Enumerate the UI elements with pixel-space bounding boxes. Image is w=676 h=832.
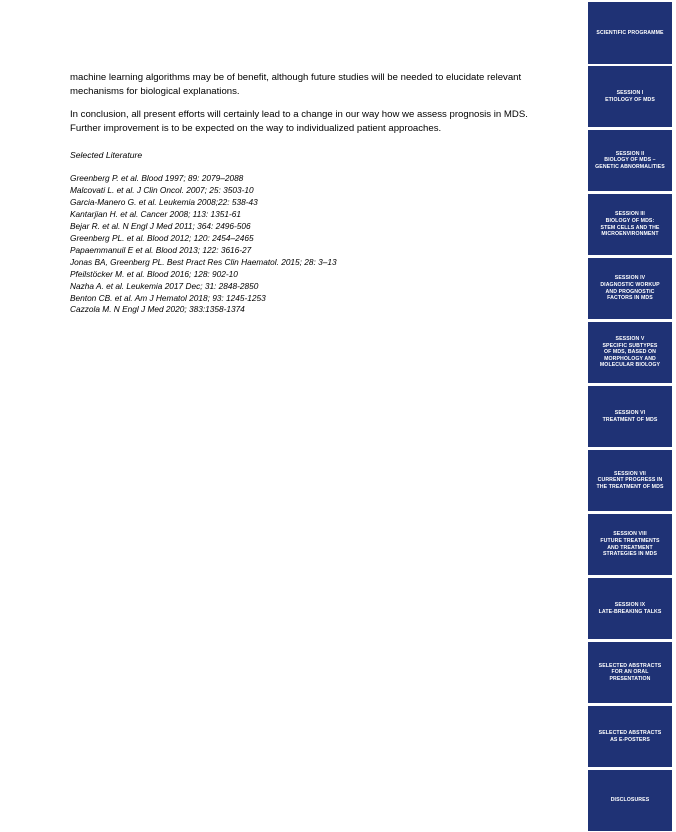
- tab-label: SESSION VIII FUTURE TREATMENTS AND TREATMENT STRATEGIES IN MDS: [600, 531, 660, 558]
- conclusion-paragraph: In conclusion, all present efforts will certainly lead to a change in our way how we assess prognosis in MDS. Further improvement is to be expected on the way to individualized patient approaches.: [70, 109, 528, 134]
- tab-session-1[interactable]: [588, 66, 672, 127]
- tab-disclosures[interactable]: [588, 770, 672, 831]
- tab-session-9[interactable]: [588, 578, 672, 639]
- literature-heading: Selected Literature: [70, 150, 143, 160]
- tab-label: SESSION IV DIAGNOSTIC WORKUP AND PROGNOSTIC FACTORS IN MDS: [600, 275, 660, 302]
- tab-session-7[interactable]: [588, 450, 672, 511]
- reference-item: Garcia-Manero G. et al. Leukemia 2008;22: 538-43: [70, 196, 258, 207]
- reference-item: Pfeilstöcker M. et al. Blood 2016; 128: 902-10: [70, 268, 238, 279]
- reference-list: [70, 173, 530, 316]
- tab-session-6[interactable]: [588, 386, 672, 447]
- tab-label: SCIENTIFIC PROGRAMME: [596, 29, 664, 36]
- tab-label: SESSION V SPECIFIC SUBTYPES OF MDS, BASED ON MORPHOLOGY AND MOLECULAR BIOLOGY: [599, 336, 661, 369]
- reference-item: Kantarjian H. et al. Cancer 2008; 113: 1351-61: [70, 208, 241, 219]
- tab-label: SELECTED ABSTRACTS AS E-POSTERS: [598, 729, 662, 743]
- tab-session-3[interactable]: [588, 194, 672, 255]
- section-sidebar: [588, 0, 672, 832]
- tab-session-5[interactable]: [588, 322, 672, 383]
- tab-label: SESSION IX LATE-BREAKING TALKS: [598, 601, 662, 615]
- body-paragraph: machine learning algorithms may be of benefit, although future studies will be needed to elucidate relevant mechanisms for biological explanations.: [70, 72, 522, 97]
- reference-item: Bejar R. et al. N Engl J Med 2011; 364: 2496-506: [70, 220, 251, 231]
- tab-session-2[interactable]: [588, 130, 672, 191]
- tab-label: SESSION II BIOLOGY OF MDS – GENETIC ABNORMALITIES: [595, 150, 665, 170]
- tab-oral-abstracts[interactable]: [588, 642, 672, 703]
- reference-item: Papaemmanuil E et al. Blood 2013; 122: 3616-27: [70, 244, 252, 255]
- reference-item: Benton CB. et al. Am J Hematol 2018; 93: 1245-1253: [70, 292, 266, 303]
- reference-item: Malcovati L. et al. J Clin Oncol. 2007; 25: 3503-10: [70, 184, 254, 195]
- page-content: [70, 71, 530, 316]
- reference-item: Greenberg PL. et al. Blood 2012; 120: 2454–2465: [70, 232, 254, 243]
- reference-item: Nazha A. et al. Leukemia 2017 Dec; 31: 2848-2850: [70, 280, 259, 291]
- tab-label: SESSION VI TREATMENT OF MDS: [602, 409, 658, 423]
- reference-item: Greenberg P. et al. Blood 1997; 89: 2079–2088: [70, 173, 244, 183]
- tab-label: SESSION III BIOLOGY OF MDS: STEM CELLS AND THE MICROENVIRONMENT: [600, 211, 660, 238]
- tab-session-4[interactable]: [588, 258, 672, 319]
- tab-e-poster-abstracts[interactable]: [588, 706, 672, 767]
- tab-label: SELECTED ABSTRACTS FOR AN ORAL PRESENTATION: [598, 662, 662, 682]
- reference-item: Cazzola M. N Engl J Med 2020; 383:1358-1374: [70, 304, 245, 315]
- tab-label: DISCLOSURES: [610, 797, 650, 804]
- tab-session-8[interactable]: [588, 514, 672, 575]
- reference-item: Jonas BA, Greenberg PL. Best Pract Res Clin Haematol. 2015; 28: 3–13: [70, 256, 337, 267]
- tab-label: SESSION I ETIOLOGY OF MDS: [605, 89, 655, 103]
- tab-label: SESSION VII CURRENT PROGRESS IN THE TREATMENT OF MDS: [596, 470, 664, 490]
- tab-scientific-programme[interactable]: [588, 2, 672, 64]
